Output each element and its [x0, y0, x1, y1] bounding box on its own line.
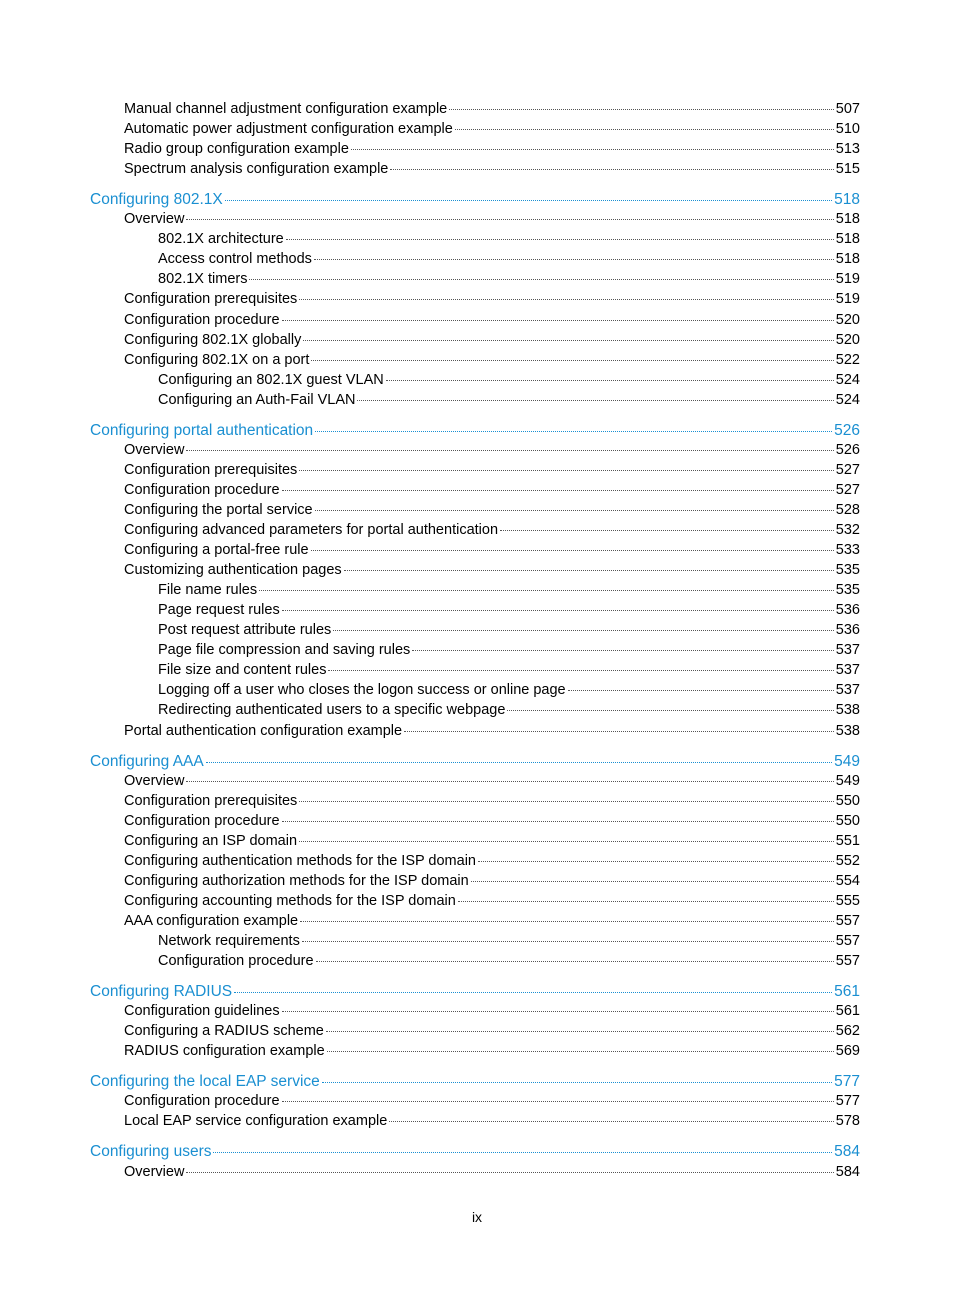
toc-entry-page: 557 — [835, 953, 860, 970]
toc-section-link[interactable] — [124, 291, 860, 307]
toc-section-link[interactable] — [124, 913, 860, 929]
dot-leader — [186, 219, 833, 220]
toc-entry-page: 526 — [834, 421, 860, 439]
toc-entry-page: 537 — [835, 642, 860, 659]
toc-entry-page: 577 — [835, 1093, 860, 1110]
toc-entry-page: 584 — [835, 1163, 860, 1180]
dot-leader — [299, 470, 834, 471]
toc-entry-page: 510 — [835, 121, 860, 138]
toc-section-link[interactable] — [124, 101, 860, 117]
toc-entry-page: 554 — [835, 872, 860, 889]
toc-entry-title: AAA configuration example — [124, 912, 299, 929]
toc-entry-title: Manual channel adjustment configuration example — [124, 101, 448, 117]
dot-leader — [282, 1011, 834, 1012]
dot-leader — [449, 109, 834, 110]
toc-entry-title: Logging off a user who closes the logon success or online page — [158, 682, 566, 699]
toc-section-link[interactable] — [158, 372, 860, 388]
dot-leader — [186, 781, 833, 782]
toc-entry-page: 550 — [835, 812, 860, 829]
dot-leader — [206, 762, 832, 763]
dot-leader — [568, 690, 834, 691]
toc-entry-page: 507 — [835, 101, 860, 117]
toc-section-link[interactable] — [124, 1043, 860, 1059]
toc-entry-page: 577 — [834, 1073, 860, 1091]
toc-entry-page: 518 — [835, 211, 860, 228]
toc-entry-title: 802.1X architecture — [158, 231, 284, 248]
toc-entry-page: 527 — [835, 481, 860, 498]
toc-entry-page: 515 — [835, 161, 860, 178]
dot-leader — [259, 590, 834, 591]
dot-leader — [282, 821, 834, 822]
dot-leader — [316, 961, 834, 962]
toc-entry-page: 537 — [835, 682, 860, 699]
dot-leader — [471, 881, 834, 882]
toc-entry-title: Configuring RADIUS — [90, 983, 233, 1001]
toc-entry-title: Configuring an 802.1X guest VLAN — [158, 371, 384, 388]
toc-entry-page: 520 — [835, 331, 860, 348]
toc-entry-title: Page request rules — [158, 602, 280, 619]
toc-entry-title: Network requirements — [158, 933, 300, 949]
toc-entry-page: 549 — [834, 752, 860, 770]
dot-leader — [213, 1152, 832, 1153]
toc-section-link[interactable] — [124, 332, 860, 348]
toc-entry-page: 584 — [834, 1143, 860, 1161]
dot-leader — [282, 610, 834, 611]
toc-entry-title: Configuring a portal-free rule — [124, 542, 309, 559]
dot-leader — [300, 921, 834, 922]
dot-leader — [328, 670, 833, 671]
toc-entry-title: Configuration prerequisites — [124, 461, 298, 478]
toc-entry-page: 518 — [835, 231, 860, 248]
toc-entry-title: Local EAP service configuration example — [124, 1113, 388, 1130]
toc-entry-title: Configuration prerequisites — [124, 291, 298, 308]
toc-section-link[interactable] — [158, 933, 860, 949]
toc-section-link[interactable] — [158, 622, 860, 638]
toc-entry-page: 526 — [835, 441, 860, 458]
toc-section-link[interactable] — [124, 161, 860, 177]
toc-entry-title: Configuring the local EAP service — [90, 1073, 320, 1091]
toc-section-link[interactable] — [158, 702, 860, 718]
dot-leader — [303, 340, 833, 341]
toc-section-link[interactable] — [124, 482, 860, 498]
toc-entry-title: Configuring accounting methods for the ISP domain — [124, 892, 456, 909]
toc-entry-page: 518 — [835, 251, 860, 268]
toc-section-link[interactable] — [158, 392, 860, 408]
toc-entry-title: Configuration guidelines — [124, 1003, 280, 1020]
dot-leader — [315, 431, 832, 432]
toc-section-link[interactable] — [124, 562, 860, 578]
toc-entry-title: File name rules — [158, 582, 258, 599]
toc-section-link[interactable] — [124, 723, 860, 739]
dot-leader — [500, 530, 834, 531]
toc-section-link[interactable] — [124, 773, 860, 789]
toc-entry-title: Customizing authentication pages — [124, 562, 342, 579]
toc-entry-page: 535 — [835, 582, 860, 599]
dot-leader — [344, 570, 834, 571]
toc-entry-title: Configuring AAA — [90, 752, 204, 770]
toc-entry-title: Configuration procedure — [124, 481, 280, 498]
toc-entry-page: 532 — [835, 522, 860, 538]
toc-entry-page: 533 — [835, 542, 860, 559]
toc-section-link[interactable] — [124, 312, 860, 328]
toc-entry-page: 513 — [835, 141, 860, 158]
dot-leader — [249, 279, 833, 280]
toc-section-link[interactable] — [158, 251, 860, 267]
toc-entry-title: Configuration procedure — [124, 812, 280, 829]
toc-entry-title: Configuring advanced parameters for portal authentication — [124, 522, 499, 538]
toc-section-link[interactable] — [124, 442, 860, 458]
toc-entry-title: Configuring authorization methods for the ISP domain — [124, 872, 469, 889]
toc-entry-title: 802.1X timers — [158, 271, 248, 288]
toc-entry-title: Spectrum analysis configuration example — [124, 161, 389, 178]
dot-leader — [299, 841, 834, 842]
toc-entry-title: Configuring authentication methods for the ISP domain — [124, 852, 476, 869]
toc-section-link[interactable] — [124, 462, 860, 478]
toc-entry-title: Configuring 802.1X — [90, 191, 223, 209]
toc-chapter-link[interactable] — [90, 983, 860, 1001]
toc-entry-page: 519 — [835, 271, 860, 288]
toc-section-link[interactable] — [158, 662, 860, 678]
toc-entry-title: Portal authentication configuration example — [124, 722, 403, 739]
toc-chapter-link[interactable] — [90, 422, 860, 440]
toc-entry-title: Access control methods — [158, 251, 312, 268]
dot-leader — [333, 630, 834, 631]
toc-entry-page: 538 — [835, 702, 860, 719]
toc-section-link[interactable] — [124, 1023, 860, 1039]
toc-entry-page: 569 — [835, 1043, 860, 1060]
toc-entry-page: 528 — [835, 501, 860, 518]
toc-entry-title: RADIUS configuration example — [124, 1043, 325, 1060]
toc-entry-title: Redirecting authenticated users to a specific webpage — [158, 702, 506, 719]
toc-entry-page: 527 — [835, 461, 860, 478]
toc-section-link[interactable] — [158, 602, 860, 618]
toc-entry-page: 561 — [835, 1003, 860, 1020]
dot-leader — [455, 129, 834, 130]
dot-leader — [302, 941, 834, 942]
toc-chapter-link[interactable] — [90, 191, 860, 209]
toc-entry-title: Configuration procedure — [124, 1093, 280, 1110]
toc-section-link[interactable] — [124, 542, 860, 558]
toc-section-link[interactable] — [124, 793, 860, 809]
dot-leader — [386, 380, 834, 381]
dot-leader — [311, 360, 833, 361]
dot-leader — [322, 1082, 832, 1083]
toc-entry-title: Configuring an Auth-Fail VLAN — [158, 391, 356, 408]
toc-entry-page: 552 — [835, 852, 860, 869]
toc-entry-page: 551 — [835, 832, 860, 849]
toc-section-link[interactable] — [158, 642, 860, 658]
dot-leader — [286, 239, 834, 240]
dot-leader — [282, 320, 834, 321]
dot-leader — [234, 992, 832, 993]
toc-entry-title: Page file compression and saving rules — [158, 642, 411, 659]
toc-entry-page: 555 — [835, 892, 860, 909]
dot-leader — [225, 200, 832, 201]
toc-entry-page: 535 — [835, 562, 860, 579]
dot-leader — [327, 1051, 834, 1052]
toc-entry-page: 524 — [835, 391, 860, 408]
toc-section-link[interactable] — [124, 1113, 860, 1129]
toc-section-link[interactable] — [124, 1164, 860, 1180]
toc-entry-title: Configuring portal authentication — [90, 421, 314, 439]
toc-entry-page: 518 — [834, 191, 860, 209]
toc-chapter-link[interactable] — [90, 753, 860, 771]
dot-leader — [351, 149, 834, 150]
toc-entry-title: Automatic power adjustment configuration example — [124, 121, 453, 138]
toc-section-link[interactable] — [124, 853, 860, 869]
toc-entry-page: 536 — [835, 622, 860, 639]
toc-section-link[interactable] — [124, 813, 860, 829]
toc-entry-page: 561 — [834, 983, 860, 1001]
toc-entry-page: 578 — [835, 1113, 860, 1130]
dot-leader — [507, 710, 833, 711]
toc-section-link[interactable] — [158, 682, 860, 698]
toc-entry-page: 538 — [835, 722, 860, 739]
toc-section-link[interactable] — [124, 502, 860, 518]
dot-leader — [404, 731, 834, 732]
toc-entry-page: 557 — [835, 933, 860, 949]
toc-section-link[interactable] — [124, 522, 860, 538]
toc-entry-title: Configuring a RADIUS scheme — [124, 1023, 324, 1040]
dot-leader — [326, 1031, 834, 1032]
toc-entry-title: Overview — [124, 211, 185, 228]
toc-entry-title: Configuring 802.1X globally — [124, 331, 302, 348]
toc-entry-title: Configuring users — [90, 1143, 212, 1161]
toc-chapter-link[interactable] — [90, 1143, 860, 1161]
dot-leader — [315, 510, 834, 511]
toc-section-link[interactable] — [124, 121, 860, 137]
dot-leader — [412, 650, 834, 651]
dot-leader — [314, 259, 834, 260]
toc-entry-title: Overview — [124, 1163, 185, 1180]
dot-leader — [357, 400, 833, 401]
toc-entry-title: Configuration procedure — [158, 953, 314, 970]
toc-section-link[interactable] — [124, 352, 860, 368]
dot-leader — [390, 169, 833, 170]
dot-leader — [186, 450, 833, 451]
toc-entry-page: 519 — [835, 291, 860, 308]
toc-section-link[interactable] — [158, 953, 860, 969]
toc-entry-title: Configuring 802.1X on a port — [124, 351, 310, 368]
toc-entry-page: 549 — [835, 772, 860, 789]
toc-entry-page: 536 — [835, 602, 860, 619]
toc-entry-title: Post request attribute rules — [158, 622, 332, 639]
dot-leader — [311, 550, 834, 551]
toc-section-link[interactable] — [124, 211, 860, 227]
toc-section-link[interactable] — [124, 873, 860, 889]
toc-section-link[interactable] — [124, 141, 860, 157]
dot-leader — [299, 801, 834, 802]
toc-entry-title: Overview — [124, 441, 185, 458]
toc-entry-page: 520 — [835, 311, 860, 328]
toc-entry-page: 557 — [835, 912, 860, 929]
toc-entry-page: 522 — [835, 351, 860, 368]
dot-leader — [389, 1121, 834, 1122]
toc-entry-title: Configuring an ISP domain — [124, 832, 298, 849]
dot-leader — [282, 490, 834, 491]
toc-section-link[interactable] — [124, 1003, 860, 1019]
toc-entry-page: 524 — [835, 371, 860, 388]
toc-section-link[interactable] — [124, 1093, 860, 1109]
toc-entry-title: Overview — [124, 772, 185, 789]
toc-entry-title: Configuration procedure — [124, 311, 280, 328]
toc-section-link[interactable] — [158, 271, 860, 287]
toc-entry-title: Configuration prerequisites — [124, 792, 298, 809]
dot-leader — [458, 901, 834, 902]
dot-leader — [478, 861, 834, 862]
toc-section-link[interactable] — [158, 582, 860, 598]
toc-entry-page: 537 — [835, 662, 860, 679]
toc-section-link[interactable] — [158, 231, 860, 247]
toc-entry-page: 562 — [835, 1023, 860, 1040]
toc-entry-page: 550 — [835, 792, 860, 809]
toc-chapter-link[interactable] — [90, 1073, 860, 1091]
toc-entry-title: Configuring the portal service — [124, 501, 313, 518]
toc-section-link[interactable] — [124, 893, 860, 909]
dot-leader — [282, 1101, 834, 1102]
toc-entry-title: File size and content rules — [158, 662, 327, 679]
toc-section-link[interactable] — [124, 833, 860, 849]
dot-leader — [299, 299, 834, 300]
page-number: ix — [471, 1209, 483, 1225]
toc-entry-title: Radio group configuration example — [124, 141, 349, 158]
dot-leader — [186, 1172, 833, 1173]
